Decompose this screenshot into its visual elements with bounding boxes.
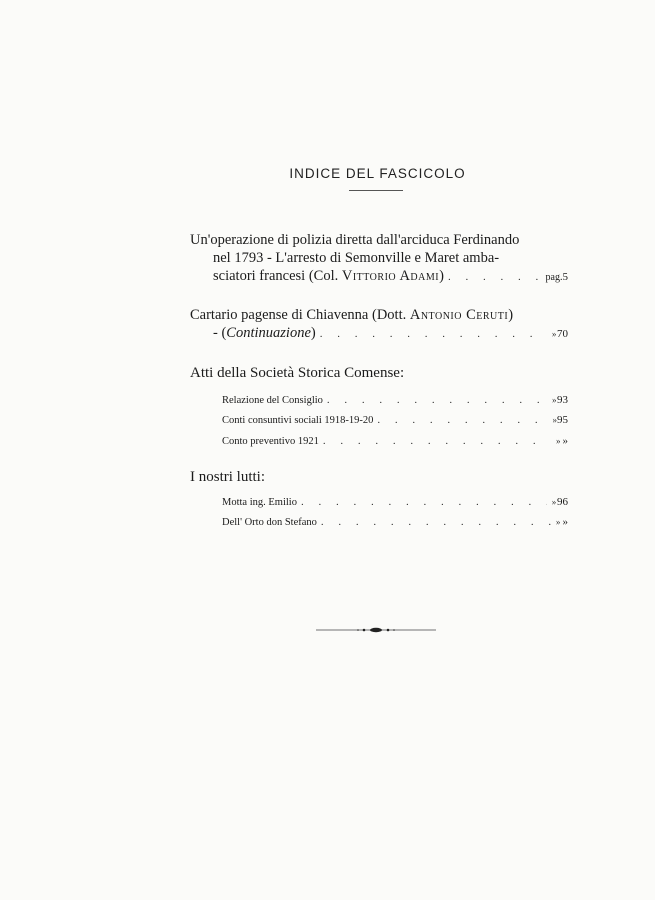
page-number: 93	[557, 394, 568, 406]
entry-subtitle: Continuazione	[226, 325, 311, 341]
dot-leader	[327, 394, 548, 406]
dot-leader	[320, 325, 548, 343]
index-heading: INDICE DEL FASCICOLO	[289, 166, 466, 181]
subentry-label: Conto preventivo 1921	[222, 436, 319, 447]
dot-leader	[377, 414, 548, 426]
ditto-mark: »	[555, 436, 561, 446]
toc-entry-operazione: Un'operazione di polizia diretta dall'arciduca Ferdinando nel 1793 - L'arresto di Semonville e Maret amba- sciatori francesi (Col. Vittorio Adami) . . . pag. 5	[190, 231, 568, 287]
dot-leader	[448, 268, 542, 286]
page-number: 95	[557, 414, 568, 426]
toc-subentry	[222, 496, 568, 508]
entry-title-line: sciatori francesi (Col.	[213, 268, 342, 284]
toc-entry-cartario: Cartario pagense di Chiavenna (Dott. Antonio Ceruti) - (Continuazione) . . . » 70	[190, 306, 568, 343]
toc-subentry	[222, 414, 568, 426]
dot-leader	[321, 516, 551, 528]
ditto-mark: »	[555, 517, 561, 527]
ornament-divider	[316, 627, 436, 633]
page-number: »	[562, 516, 568, 528]
ditto-mark: »	[551, 329, 557, 339]
toc-subentry	[222, 435, 568, 447]
entry-author: Antonio Ceruti	[409, 307, 509, 323]
page-number: 5	[562, 271, 568, 283]
section-title-lutti: I nostri lutti:	[190, 469, 265, 485]
subentry-label: Motta ing. Emilio	[222, 497, 297, 508]
ditto-mark: »	[552, 415, 557, 425]
dot-leader	[323, 435, 552, 447]
section-title-atti: Atti della Società Storica Comense:	[190, 365, 405, 381]
page-label: pag.	[545, 272, 563, 283]
heading-underline	[349, 190, 403, 191]
dot-leader	[301, 496, 547, 508]
subentry-label: Dell' Orto don Stefano	[222, 517, 317, 528]
toc-subentry	[222, 394, 568, 406]
ditto-mark: »	[552, 395, 557, 405]
entry-author: Vittorio Adami	[341, 268, 440, 284]
subentry-label: Relazione del Consiglio	[222, 395, 323, 406]
entry-title-line: Cartario pagense di Chiavenna (Dott.	[190, 307, 410, 323]
toc-subentry	[222, 516, 568, 528]
entry-title-line: nel 1793 - L'arresto di Semonville e Maret amba-	[213, 250, 500, 266]
page-number: 96	[557, 496, 568, 508]
page-number: »	[562, 435, 568, 447]
entry-title-line: Un'operazione di polizia diretta dall'arciduca Ferdinando	[190, 232, 520, 248]
subentry-label: Conti consuntivi sociali 1918-19-20	[222, 415, 374, 426]
page-number: 70	[557, 328, 568, 340]
ditto-mark: »	[551, 497, 557, 507]
